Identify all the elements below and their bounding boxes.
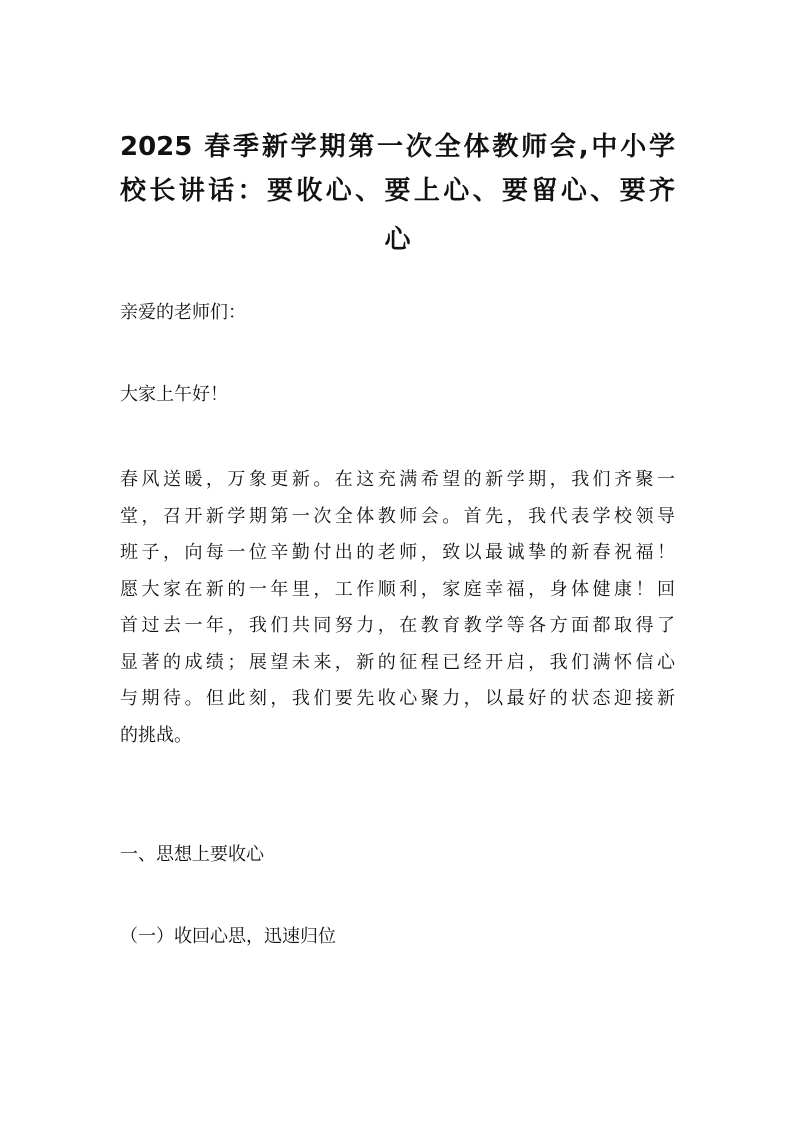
title-line-3: 心 [384, 225, 411, 255]
paragraph-line: 春风送暖，万象更新。在这充满希望的新学期，我们齐聚一 [120, 469, 675, 490]
paragraph-line: 堂，召开新学期第一次全体教师会。首先，我代表学校领导 [120, 506, 675, 527]
subsection-heading: （一）收回心思，迅速归位 [120, 926, 336, 947]
paragraph-line: 班子，向每一位辛勤付出的老师，致以最诚挚的新春祝福！ [120, 542, 675, 563]
title-line-1: 2025 春季新学期第一次全体教师会,中小学 [120, 132, 675, 162]
title-line-2: 校长讲话：要收心、要上心、要留心、要齐 [120, 176, 675, 206]
greeting: 大家上午好！ [120, 384, 228, 405]
section-heading: 一、思想上要收心 [120, 844, 264, 865]
paragraph-line: 愿大家在新的一年里，工作顺利，家庭幸福，身体健康！回 [120, 579, 675, 600]
paragraph-line: 与期待。但此刻，我们要先收心聚力，以最好的状态迎接新 [120, 688, 675, 709]
paragraph-line: 的挑战。 [120, 725, 192, 746]
paragraph-line: 显著的成绩；展望未来，新的征程已经开启，我们满怀信心 [120, 652, 675, 673]
paragraph-line: 首过去一年，我们共同努力，在教育教学等各方面都取得了 [120, 615, 675, 636]
salutation: 亲爱的老师们： [120, 302, 246, 323]
